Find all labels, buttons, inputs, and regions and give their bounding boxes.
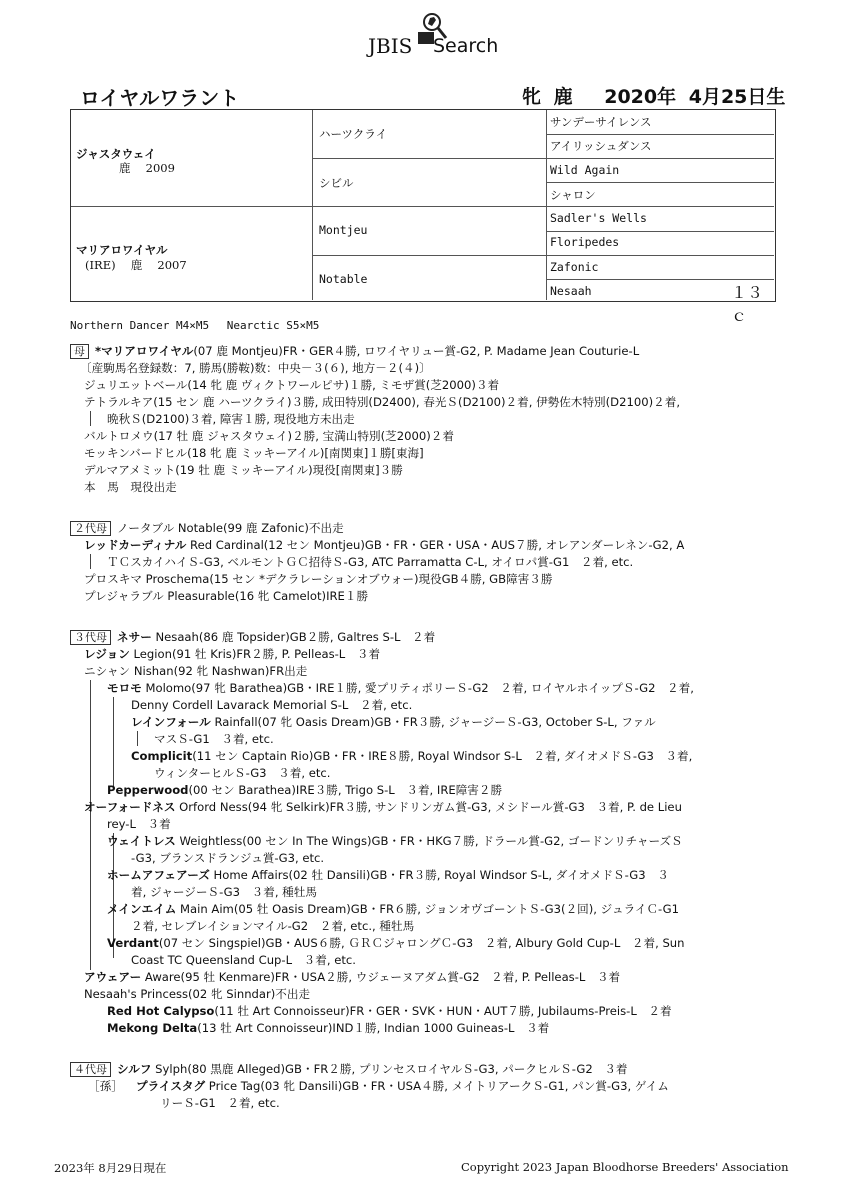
third-progeny-4: アウェアー Aware(95 牡 Kenmare)FR・USA２勝, ウジェーヌアダム賞-G2 ２着, P. Pelleas-L ３着 xyxy=(84,970,621,984)
pedigree-table xyxy=(70,109,776,325)
third-dam-line: ３代母 ネサー Nesaah(86 鹿 Topsider)GB２勝, Galtres S-L ２着 xyxy=(70,629,435,645)
third-progeny-5: Nesaah's Princess(02 牝 Sinndar)不出走 xyxy=(84,987,311,1001)
progeny-3: バルトロメウ(17 牡 鹿 ジャスタウェイ)２勝, 宝満山特別(芝2000)２着 xyxy=(84,429,454,443)
fourth-grandchild-cont: リーＳ-G1 ２着, etc. xyxy=(160,1096,280,1110)
third-grand-4-cont: 着, ジャージーＳ-G3 ３着, 種牡馬 xyxy=(131,885,317,899)
second-progeny-2: プロスキマ Proschema(15 セン *デクラレーションオブウォー)現役GB４勝, GB障害３勝 xyxy=(84,572,553,586)
inbreeding: Northern Dancer M4×M5 Nearctic S5×M5 xyxy=(70,319,320,332)
fourth-dam-line: ４代母 シルフ Sylph(80 黒鹿 Alleged)GB・FR２勝, プリンセスロイヤルＳ-G3, パークヒルＳ-G2 ３着 xyxy=(70,1061,628,1077)
sire-name: ジャスタウェイ xyxy=(76,147,156,161)
third-ggrand-2: Complicit(11 セン Captain Rio)GB・FR・IRE８勝, Royal Windsor S-L ２着, ダイオメドＳ-G3 ３着, xyxy=(131,749,693,763)
family-number: １３ｃ xyxy=(731,283,764,325)
third-grand-3-cont: -G3, ブランスドランジュ賞-G3, etc. xyxy=(131,851,325,865)
sire-detail: 鹿 2009 xyxy=(119,161,175,175)
dam-name: マリアロワイヤル xyxy=(76,243,168,257)
sire-sire: ハーツクライ xyxy=(319,127,388,141)
progeny-2: テトラルキア(15 セン 鹿 ハーツクライ)３勝, 成田特別(D2400), 春光Ｓ(D2100)２着, 伊勢佐木特別(D2100)２着, xyxy=(84,395,681,409)
ped-sds: Wild Again xyxy=(550,163,620,177)
progeny-5: デルマアメミット(19 牡 鹿 ミッキーアイル)現役[南関東]３勝 xyxy=(84,463,403,477)
horse-info: 牝 鹿 2020年 4月25日生 xyxy=(522,86,786,108)
third-grand-4: ホームアフェアーズ Home Affairs(02 牡 Dansili)GB・FR３勝, Royal Windsor S-L, ダイオメドＳ-G3 ３ xyxy=(107,868,669,882)
fourth-tag: ４代母 xyxy=(70,1062,111,1077)
progeny-self: 本 馬 現役出走 xyxy=(84,480,177,494)
ped-dds: Zafonic xyxy=(550,260,599,274)
fourth-grandchild-label: ［孫］ xyxy=(88,1079,123,1093)
ped-dss: Sadler's Wells xyxy=(550,211,647,225)
logo-jbis-text: JBIS xyxy=(368,34,413,58)
footer-copyright: Copyright 2023 Japan Bloodhorse Breeders' Association xyxy=(461,1160,789,1174)
second-progeny-1-cont: ＴＣスカイハイＳ-G3, ベルモントＧＣ招待Ｓ-G3, ATC Parramatta C-L, オイロパ賞-G1 ２着, etc. xyxy=(107,555,634,569)
dam-progeny-summary: 〔産駒馬名登録数：7, 勝馬(勝鞍)数：中央－３(６), 地方－２(４)〕 xyxy=(80,361,431,375)
second-progeny-3: プレジャラブル Pleasurable(16 牝 Camelot)IRE１勝 xyxy=(84,589,369,603)
dam-line xyxy=(70,343,639,359)
third-tag: ３代母 xyxy=(70,630,111,645)
dam-detail: (IRE) 鹿 2007 xyxy=(85,258,187,272)
third-progeny-3-cont: rey-L ３着 xyxy=(107,817,171,831)
mother-tag: 母 xyxy=(70,344,89,359)
horse-name: ロイヤルワラント xyxy=(80,86,240,110)
dam-sire: Montjeu xyxy=(319,223,368,237)
third-grand-2: Pepperwood(00 セン Barathea)IRE３勝, Trigo S-L ３着, IRE障害２勝 xyxy=(107,783,503,797)
sire-dam: シビル xyxy=(319,176,354,190)
third-grand-7: Red Hot Calypso(11 牡 Art Connoisseur)FR・GER・SVK・HUN・AUT７勝, Jubilaums-Preis-L ２着 xyxy=(107,1004,672,1018)
second-progeny-1: レッドカーディナル Red Cardinal(12 セン Montjeu)GB・FR・GER・USA・AUS７勝, オレアンダーレネン-G2, A xyxy=(84,538,685,552)
dam-dam: Notable xyxy=(319,272,368,286)
progeny-2-cont: 晩秋Ｓ(D2100)３着, 障害１勝, 現役地方未出走 xyxy=(107,412,355,426)
ped-sss: サンデーサイレンス xyxy=(550,115,652,129)
third-grand-1-cont: Denny Cordell Lavarack Memorial S-L ２着, etc. xyxy=(131,698,413,712)
third-grand-1: モロモ Molomo(97 牝 Barathea)GB・IRE１勝, 愛プリティポリーＳ-G2 ２着, ロイヤルホイップＳ-G2 ２着, xyxy=(107,681,694,695)
third-ggrand-2-cont: ウィンターヒルＳ-G3 ３着, etc. xyxy=(154,766,331,780)
second-tag: ２代母 xyxy=(70,521,111,536)
third-progeny-2: ニシャン Nishan(92 牝 Nashwan)FR出走 xyxy=(84,664,308,678)
ped-dsd: Floripedes xyxy=(550,235,620,249)
progeny-4: モッキンバードヒル(18 牝 鹿 ミッキーアイル)[南関東]１勝[東海] xyxy=(84,446,424,460)
third-ggrand-1: レインフォール Rainfall(07 牝 Oasis Dream)GB・FR３勝, ジャージーＳ-G3, October S-L, ファル xyxy=(131,715,656,729)
third-grand-6: Verdant(07 セン Singspiel)GB・AUS６勝, ＧＲＣジャロングＣ-G3 ２着, Albury Gold Cup-L ２着, Sun xyxy=(107,936,685,950)
third-progeny-1: レジョン Legion(91 牡 Kris)FR２勝, P. Pelleas-L ３着 xyxy=(84,647,381,661)
third-progeny-3: オーフォードネス Orford Ness(94 牝 Selkirk)FR３勝, サンドリンガム賞-G3, メシドール賞-G3 ３着, P. de Lieu xyxy=(84,800,682,814)
third-ggrand-1-cont: マスＳ-G1 ３着, etc. xyxy=(154,732,274,746)
third-grand-5: メインエイム Main Aim(05 牡 Oasis Dream)GB・FR６勝, ジョンオヴゴーントＳ-G3(２回), ジュライＣ-G1 xyxy=(107,902,680,916)
logo-search-text: Search xyxy=(433,35,499,57)
ped-sdd: シャロン xyxy=(550,188,596,202)
dam-name-text: *マリアロワイヤル xyxy=(95,344,194,358)
footer-date: 2023年 8月29日現在 xyxy=(54,1161,167,1175)
fourth-grandchild: プライスタグ Price Tag(03 牝 Dansili)GB・FR・USA４勝, メイトリアークＳ-G1, パン賞-G3, ゲイム xyxy=(136,1079,669,1093)
progeny-1: ジュリエットベール(14 牝 鹿 ヴィクトワールピサ)１勝, ミモザ賞(芝2000)３着 xyxy=(84,378,500,392)
third-grand-6-cont: Coast TC Queensland Cup-L ３着, etc. xyxy=(131,953,356,967)
second-dam-line: ２代母 ノータブル Notable(99 鹿 Zafonic)不出走 xyxy=(70,520,344,536)
third-grand-5-cont: ２着, セレブレイションマイル-G2 ２着, etc., 種牡馬 xyxy=(131,919,415,933)
ped-ddd: Nesaah xyxy=(550,284,592,298)
third-grand-8: Mekong Delta(13 牡 Art Connoisseur)IND１勝, Indian 1000 Guineas-L ３着 xyxy=(107,1021,550,1035)
ped-ssd: アイリッシュダンス xyxy=(550,139,652,153)
third-grand-3: ウェイトレス Weightless(00 セン In The Wings)GB・FR・HKG７勝, ドラール賞-G2, ゴードンリチャーズＳ xyxy=(107,834,683,848)
jbis-logo xyxy=(340,8,510,58)
dam-record: (07 鹿 Montjeu)FR・GER４勝, ロワイヤリュー賞-G2, P. Madame Jean Couturie-L xyxy=(193,344,640,358)
